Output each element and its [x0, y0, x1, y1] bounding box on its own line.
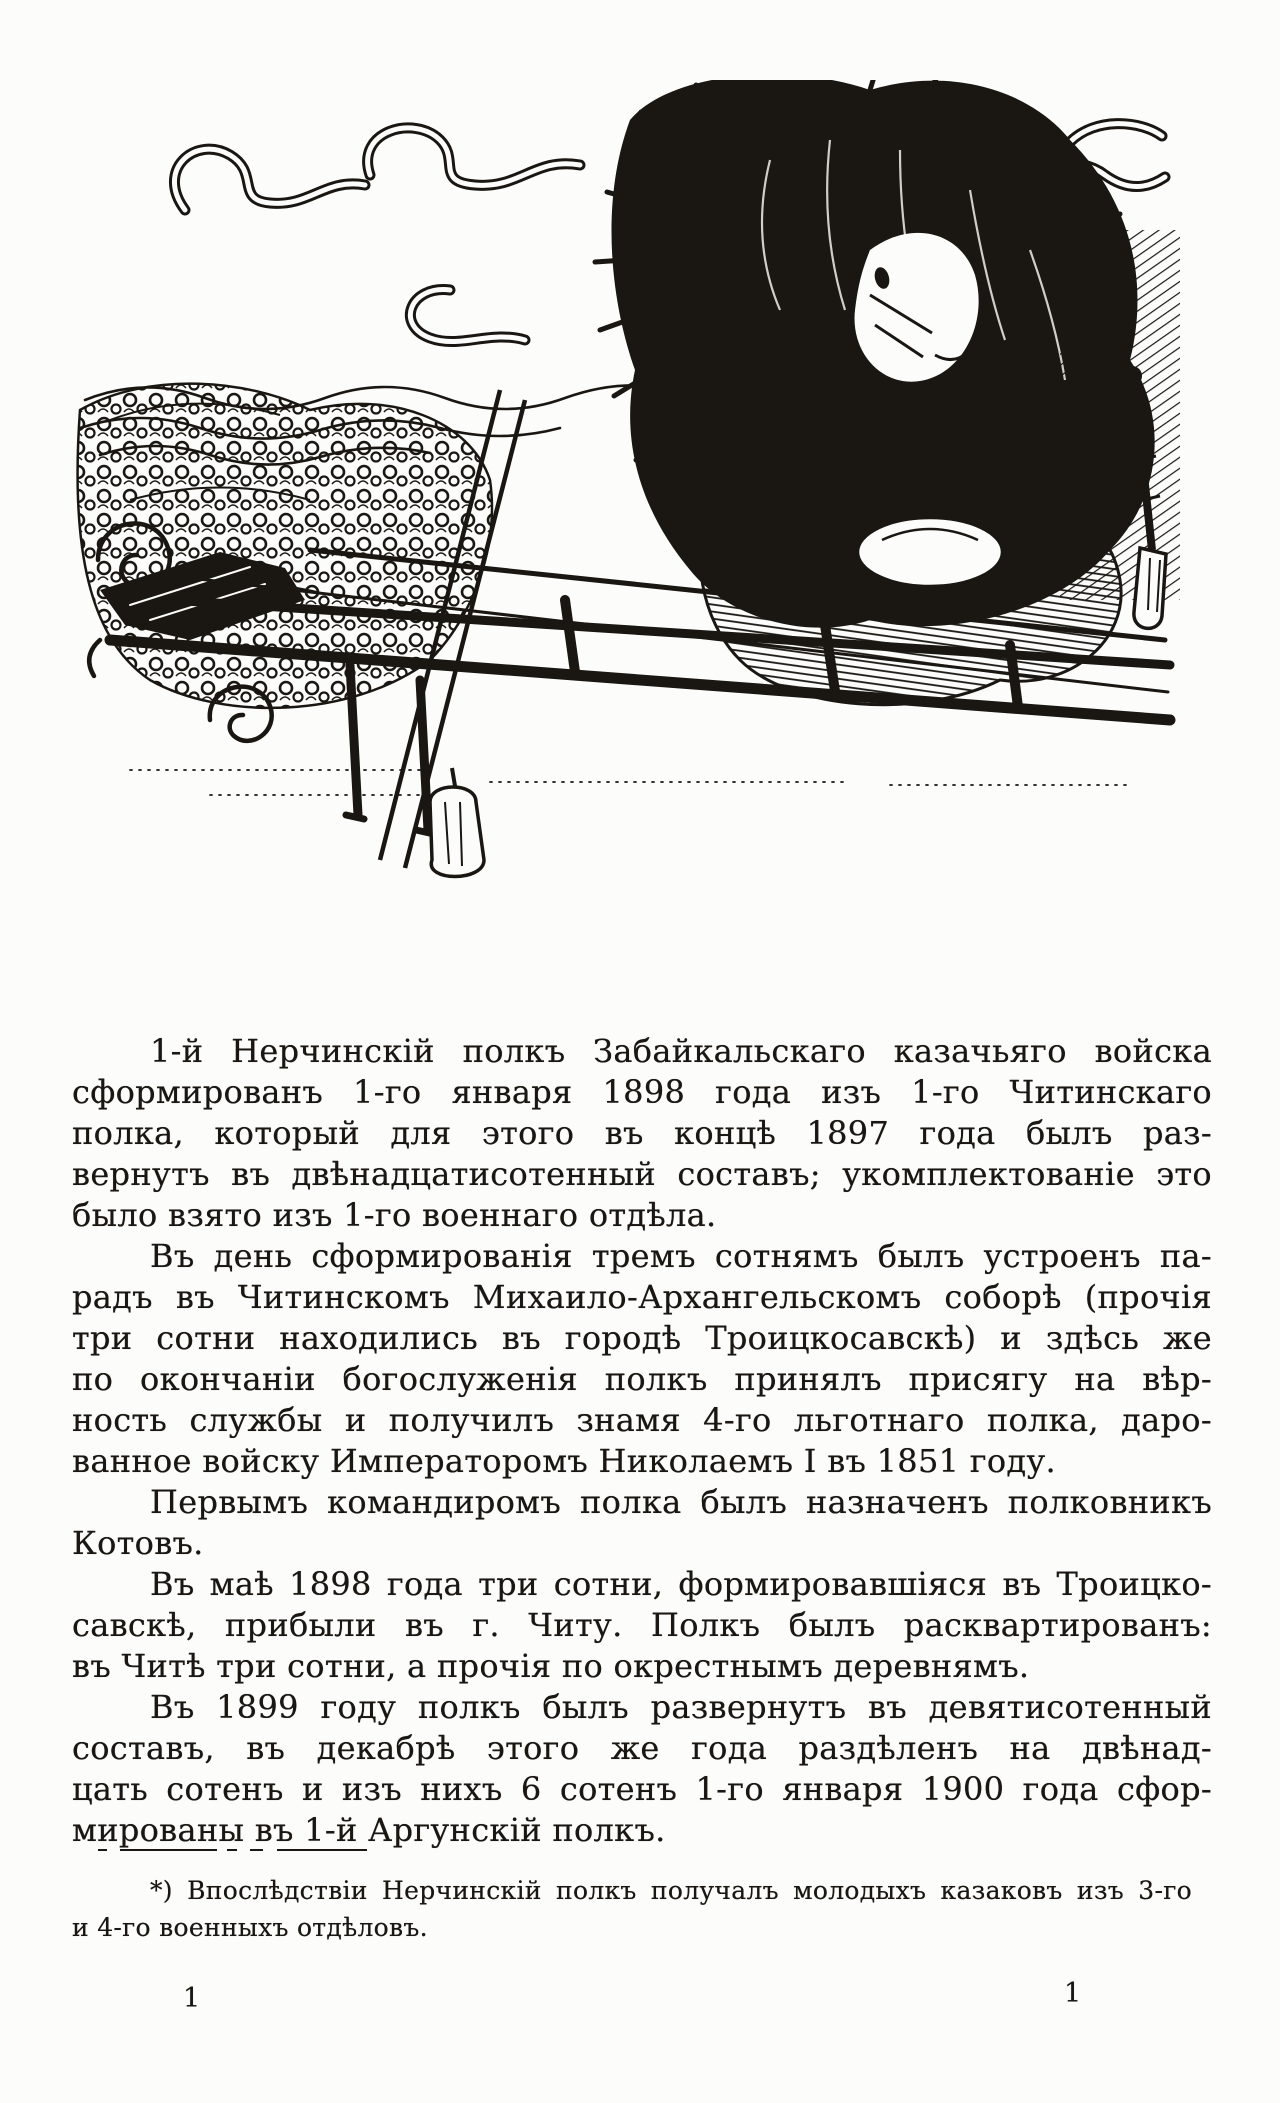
text-line: было взято изъ 1-го военнаго отдѣла.	[72, 1196, 717, 1234]
text-line: Въ 1899 году полкъ былъ развернутъ въ девятисотенный	[150, 1688, 1212, 1726]
text-line: ванное войску Императоромъ Николаемъ I въ 1851 году.	[72, 1442, 1056, 1480]
footnote-line: и 4-го военныхъ отдѣловъ.	[72, 1913, 428, 1942]
text-line: Котовъ.	[72, 1524, 204, 1562]
text-line: цать сотенъ и изъ нихъ 6 сотенъ 1-го января 1900 года сфор-	[72, 1770, 1212, 1808]
text-line: по окончаніи богослуженія полкъ принялъ присягу на вѣр-	[72, 1360, 1212, 1398]
page-number-right: 1	[1064, 1978, 1082, 2009]
text-line: вернутъ въ двѣнадцатисотенный составъ; укомплектованіе это	[72, 1155, 1212, 1193]
text-line: составъ, въ декабрѣ этого же года раздѣленъ на двѣнад-	[72, 1729, 1212, 1767]
text-line: полка, который для этого въ концѣ 1897 года былъ раз-	[72, 1114, 1212, 1152]
text-line: мированы въ 1-й Аргунскій полкъ.	[72, 1811, 666, 1849]
headpiece-illustration	[70, 80, 1185, 880]
text-line: радъ въ Читинскомъ Михаило-Архангельскомъ соборѣ (прочія	[72, 1278, 1212, 1316]
body-text	[72, 1031, 1212, 1851]
text-line: Въ день сформированія тремъ сотнямъ былъ устроенъ па-	[150, 1237, 1212, 1275]
text-line: ность службы и получилъ знамя 4-го льготнаго полка, даро-	[72, 1401, 1212, 1439]
footnote-separator	[98, 1849, 398, 1852]
footnote-line: *) Впослѣдствіи Нерчинскій полкъ получалъ молодыхъ казаковъ изъ 3-го	[150, 1876, 1192, 1905]
text-line: въ Читѣ три сотни, а прочія по окрестнымъ деревнямъ.	[72, 1647, 1030, 1685]
text-line: три сотни находились въ городѣ Троицкосавскѣ) и здѣсь же	[72, 1319, 1212, 1357]
footnote	[72, 1872, 1192, 1946]
saddle	[700, 475, 1121, 705]
text-line: Въ маѣ 1898 года три сотни, формировавшіяся въ Троицко-	[150, 1565, 1212, 1603]
text-line: савскѣ, прибыли въ г. Читу. Полкъ былъ расквартированъ:	[72, 1606, 1212, 1644]
headpiece-engraving-icon	[70, 80, 1185, 880]
page-number-left: 1	[183, 1983, 201, 2014]
text-line: 1-й Нерчинскій полкъ Забайкальскаго казачьяго войска	[150, 1032, 1212, 1070]
text-line: Первымъ командиромъ полка былъ назначенъ полковникъ	[150, 1483, 1212, 1521]
text-line: сформированъ 1-го января 1898 года изъ 1-го Читинскаго	[72, 1073, 1212, 1111]
